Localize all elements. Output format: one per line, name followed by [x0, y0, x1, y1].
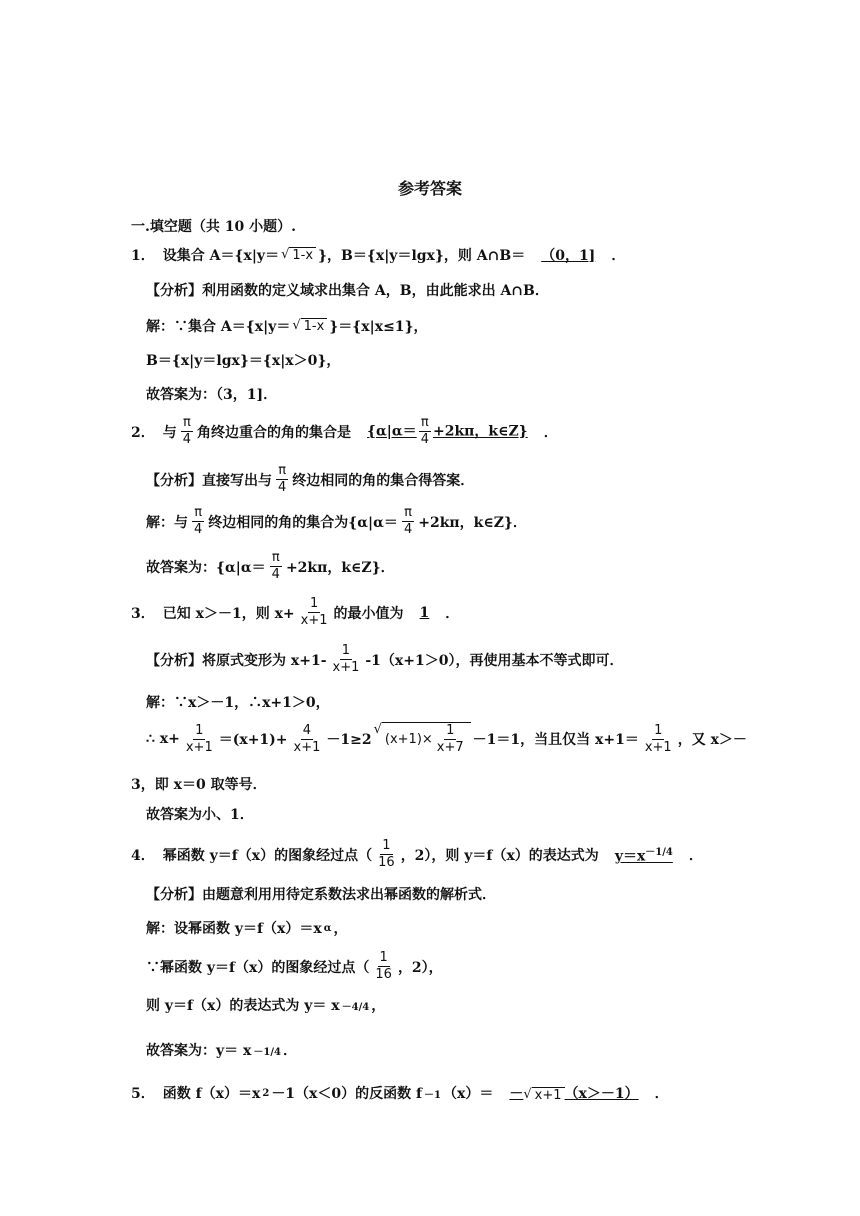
fraction: $\frac{1}{16}$ — [378, 838, 395, 870]
question-number: 1． — [131, 248, 155, 264]
solution-line: 解：设幂函数 y＝f（x）＝x α ， — [146, 921, 348, 937]
fraction: $\frac{\pi}{4}$ — [182, 415, 192, 447]
sqrt-expression: √ 1-x — [292, 318, 327, 334]
question-text: 设集合 A＝{x|y＝ — [162, 248, 280, 264]
page-title: 参考答案 — [397, 179, 462, 198]
solution-line: 解：∵x＞－1，∴x+1＞0， — [146, 695, 330, 711]
solution-line: B＝{x|y＝lgx}＝{x|x＞0}， — [146, 353, 341, 369]
fraction: $\frac{1}{x+1}$ — [300, 596, 328, 628]
final-answer: 故答案为：（3，1]． — [146, 387, 278, 403]
analysis-text: 【分析】将原式变形为 x+1- $\frac{1}{x+1}$ -1（x+1＞0），再使用基本不等式即可． — [146, 643, 624, 675]
question-number: 2． — [131, 424, 155, 441]
question-4: 4． 幂函数 y＝f（x）的图象经过点（ $\frac{1}{16}$ ，2），则 y＝f（x）的表达式为 $y=x^{-1/4}$ ． — [131, 838, 703, 870]
final-answer: 故答案为：{α|α＝ $\frac{\pi}{4}$ +2kπ，k∈Z}． — [146, 550, 395, 582]
analysis-text: 【分析】利用函数的定义域求出集合 A，B，由此能求出 A∩B． — [146, 283, 549, 299]
solution-line: 解：∵集合 A＝{x|y＝ √ 1-x }＝{x|x≤1}， — [146, 318, 428, 335]
section-heading: 一.填空题（共 10 小题）. — [131, 219, 296, 235]
question-number: 5． — [131, 1086, 155, 1102]
solution-line: ∵幂函数 y＝f（x）的图象经过点（ $\frac{1}{16}$ ，2）， — [146, 950, 443, 982]
analysis-text: 【分析】直接写出与 $\frac{\pi}{4}$ 终边相同的角的集合得答案． — [146, 463, 475, 495]
analysis-text: 【分析】由题意利用用待定系数法求出幂函数的解析式． — [146, 887, 496, 903]
question-1: 1． 设集合 A＝{x|y＝ √ 1-x }，B＝{x|y＝lgx}，则 A∩B＝ （0，1] ． — [131, 247, 626, 264]
answer-blank: （0，1] — [541, 248, 596, 264]
solution-line: 解：与 $\frac{\pi}{4}$ 终边相同的角的集合为{α|α＝ $\frac{\pi}{4}$ +2kπ，k∈Z}． — [146, 505, 527, 537]
question-number: 3． — [131, 605, 155, 622]
answer-blank: 1 — [419, 604, 430, 621]
final-answer: 故答案为：y＝ x －1/4 ． — [146, 1043, 297, 1059]
question-3: 3． 已知 x＞－1，则 x+ $\frac{1}{x+1}$ 的最小值为 1 ． — [131, 596, 460, 628]
solution-line: 3，即 x＝0 取等号． — [131, 777, 267, 793]
question-2: 2． 与 $\frac{\pi}{4}$ 角终边重合的角的集合是 {α|α＝ $\frac{\pi}{4}$ +2kπ，k∈Z} ． — [131, 415, 558, 447]
question-text: }，B＝{x|y＝lgx}，则 A∩B＝ — [318, 248, 526, 264]
answer-blank: {α|α＝ $\frac{\pi}{4}$ +2kπ，k∈Z} — [367, 415, 528, 447]
question-5: 5． 函数 f（x）＝x 2 －1（x＜0）的反函数 f －1 （x）＝ －√ x+1 （x＞－1） ． — [131, 1083, 669, 1103]
final-answer: 故答案为小、1． — [146, 807, 254, 823]
answer-blank: $y=x^{-1/4}$ — [614, 847, 673, 865]
solution-line: ∴ x+ $\frac{1}{x+1}$ ＝(x+1)+ $\frac{4}{x+1}$ －1≥2 √ (x+1)× $\frac{1}{x+7}$ －1＝1，当且仅当 x+1＝ $\frac{1}{x+1}$ ，又 x＞－ — [146, 722, 747, 755]
answer-blank: －√ x+1 （x＞－1） — [509, 1086, 639, 1103]
sqrt-expression: √ 1-x — [281, 247, 316, 263]
question-number: 4． — [131, 847, 155, 864]
solution-line: 则 y＝f（x）的表达式为 y＝ x －4/4 ， — [146, 998, 386, 1014]
